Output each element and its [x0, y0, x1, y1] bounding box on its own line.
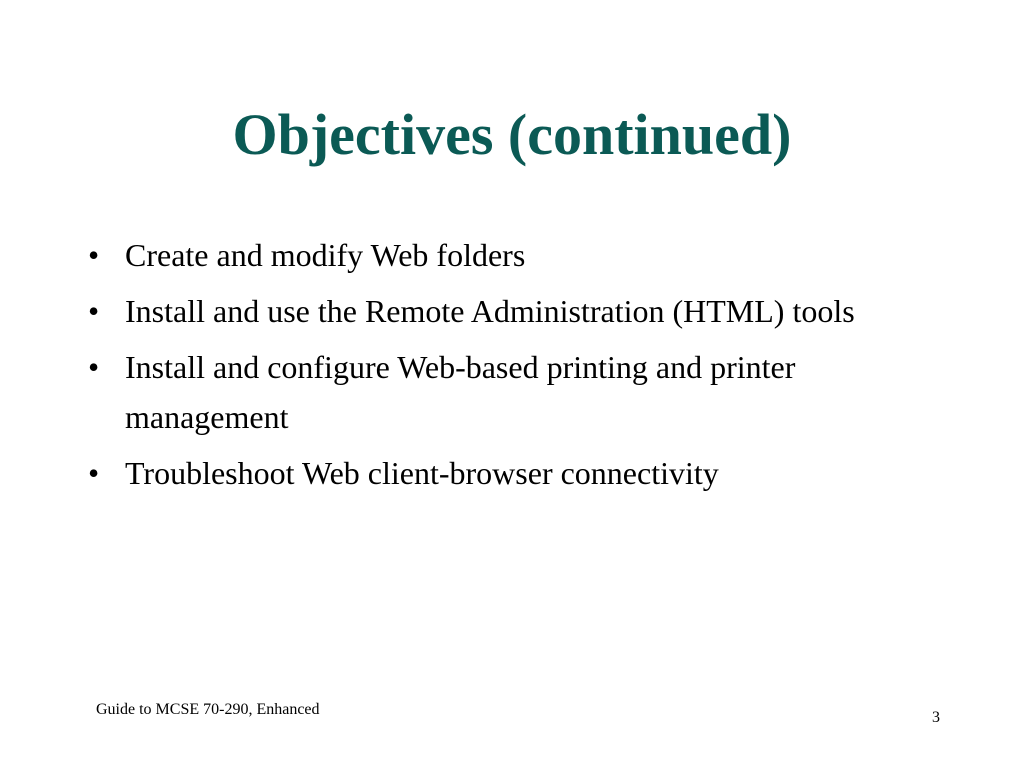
- bullet-icon: •: [88, 349, 100, 385]
- footer-text: Guide to MCSE 70-290, Enhanced: [96, 701, 320, 718]
- bullet-icon: •: [88, 293, 100, 329]
- bullet-icon: •: [88, 237, 100, 273]
- bullet-text: Create and modify Web folders: [125, 237, 526, 273]
- bullet-icon: •: [88, 455, 100, 491]
- bullet-text: Install and configure Web-based printing and printer management: [125, 349, 796, 435]
- objectives-list: [88, 230, 888, 504]
- slide-title: Objectives (continued): [232, 102, 792, 167]
- bullet-item: [88, 448, 888, 498]
- bullet-item: [88, 342, 888, 442]
- bullet-text: Troubleshoot Web client-browser connectivity: [125, 455, 719, 491]
- bullet-item: [88, 230, 888, 280]
- bullet-text: Install and use the Remote Administration (HTML) tools: [125, 293, 855, 329]
- page-number: 3: [932, 709, 940, 726]
- bullet-item: [88, 286, 888, 336]
